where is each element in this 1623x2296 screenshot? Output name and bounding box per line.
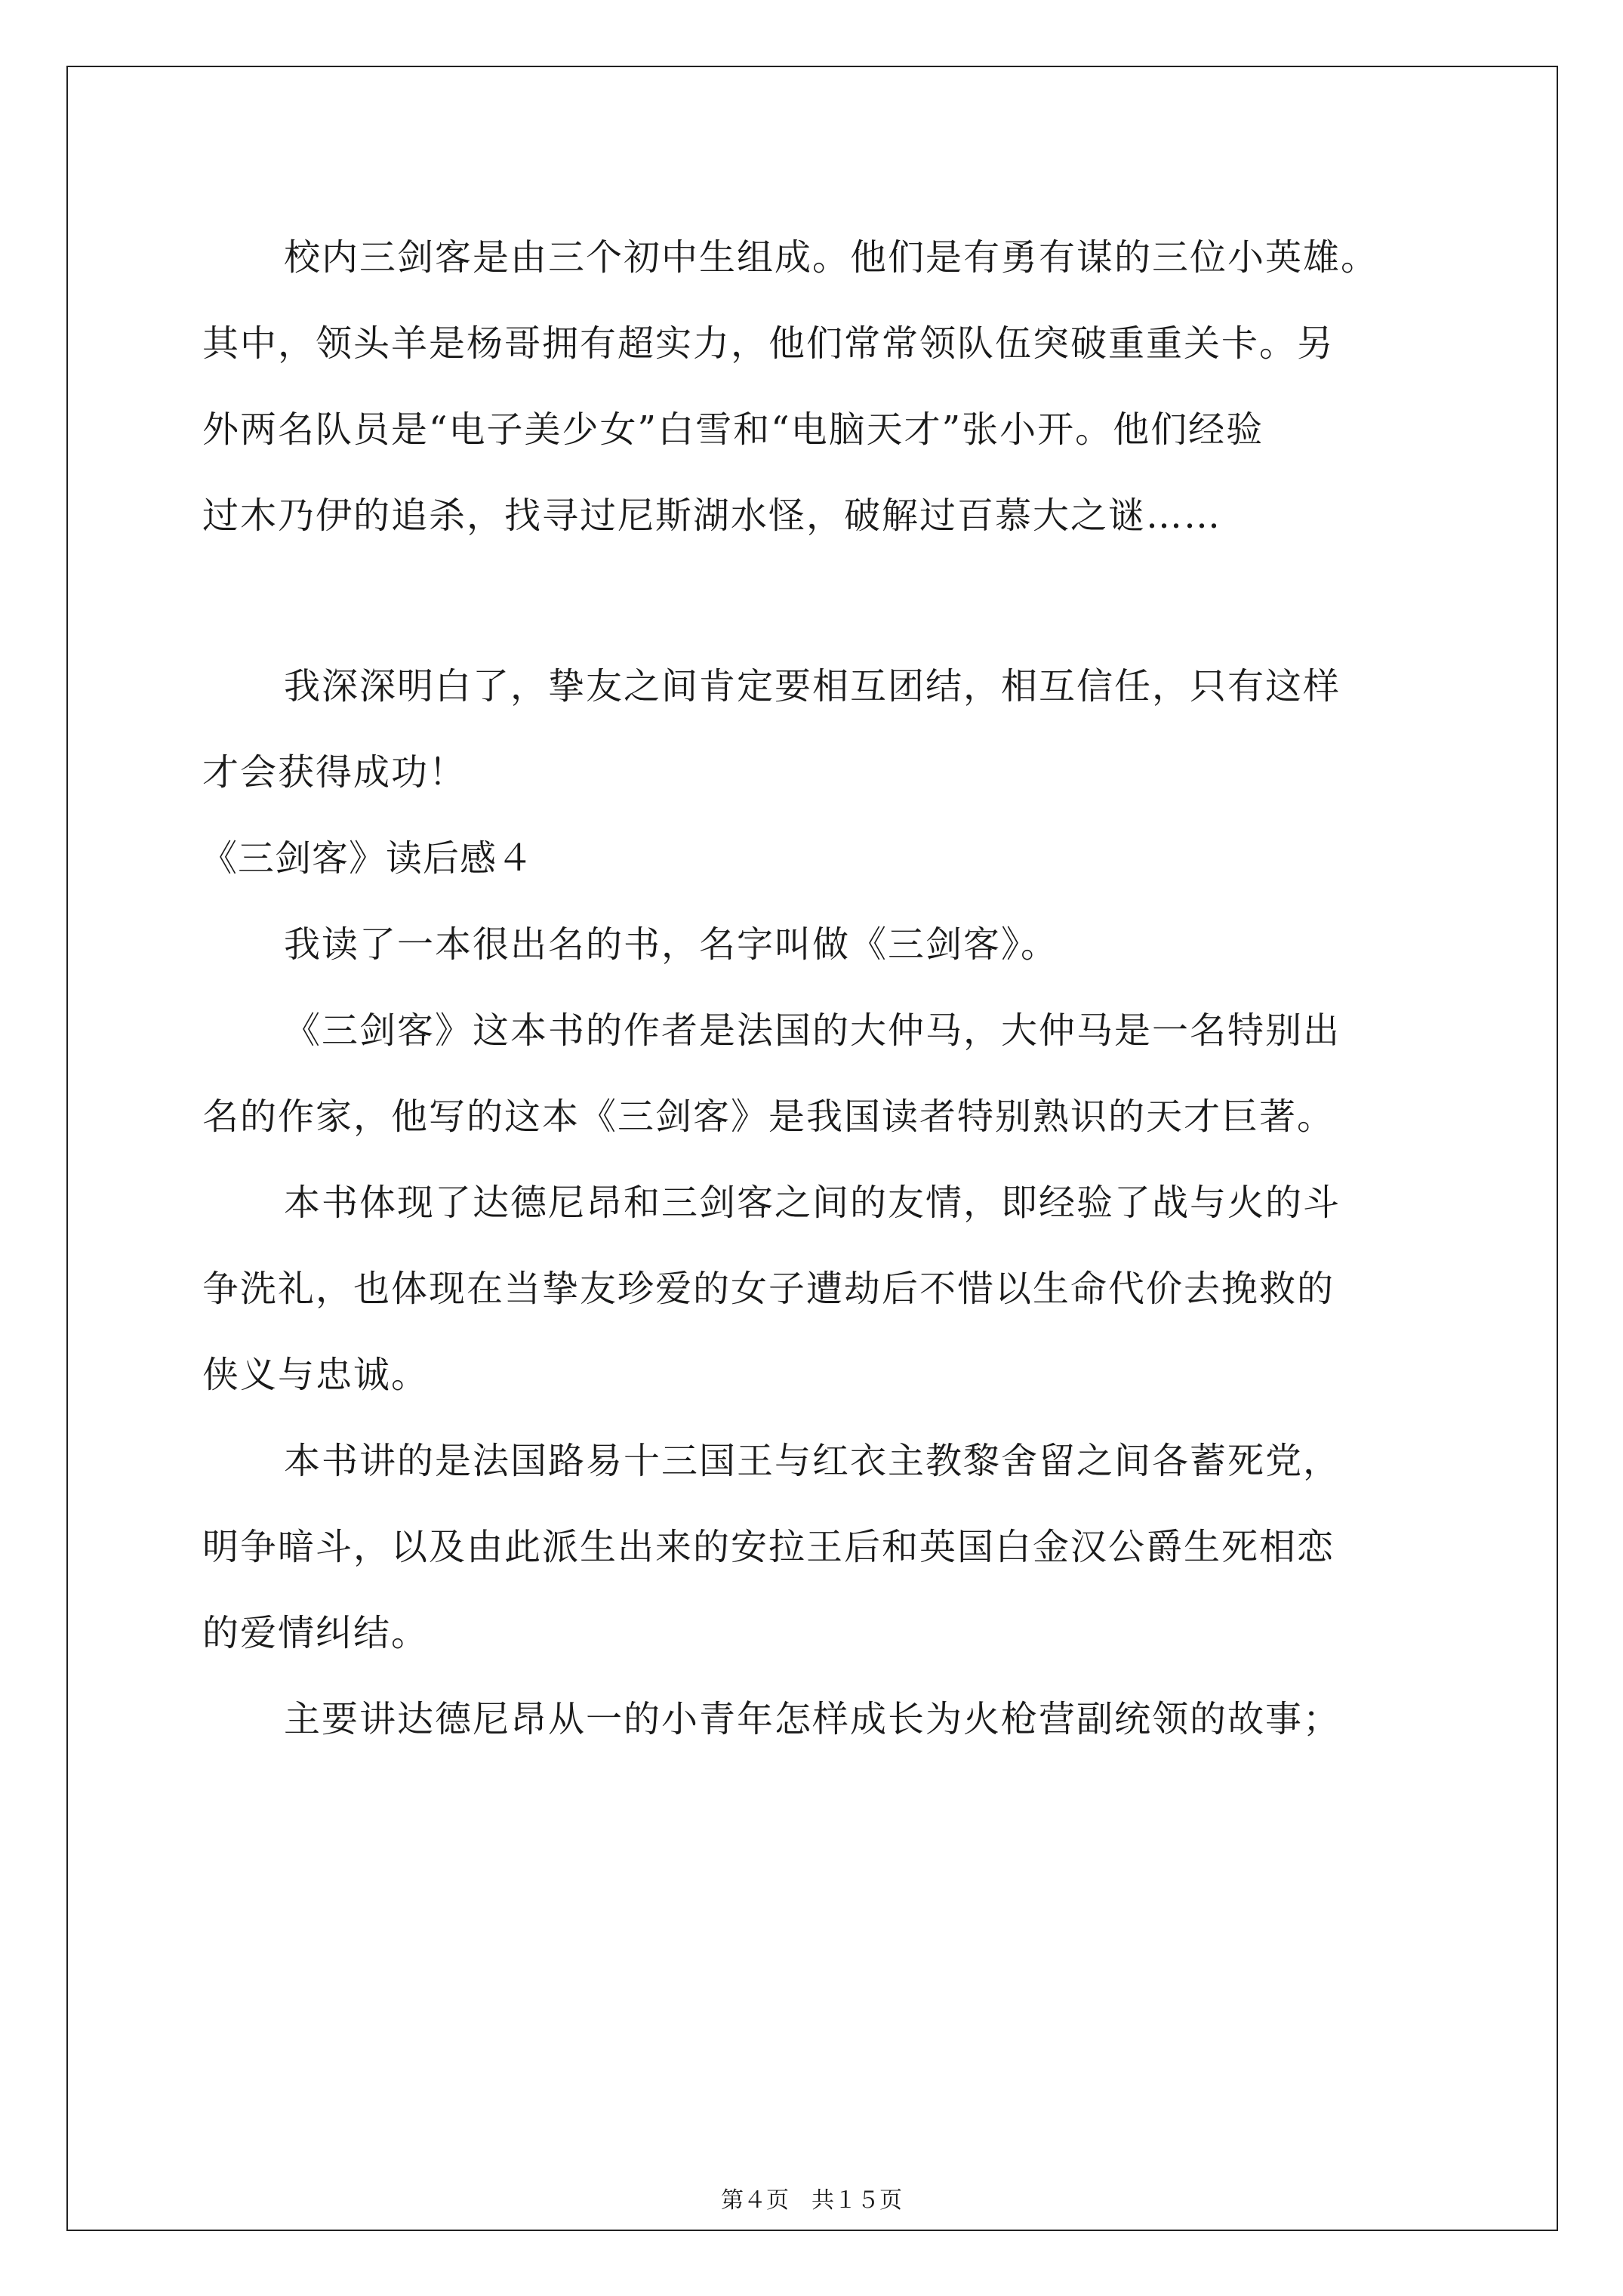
paragraph-line: 外两名队员是“电子美少女”白雪和“电脑天才”张小开。他们经验 [202,408,1264,451]
paragraph-line: 本书讲的是法国路易十三国王与红衣主教黎舍留之间各蓄死党， [284,1440,1341,1482]
paragraph-line: 我深深明白了，挚友之间肯定要相互团结，相互信任，只有这样 [284,665,1341,707]
paragraph-line: 争洗礼，也体现在当挚友珍爱的女子遭劫后不惜以生命代价去挽救的 [202,1268,1335,1310]
paragraph-line: 校内三剑客是由三个初中生组成。他们是有勇有谋的三位小英雄。 [284,236,1379,279]
section-heading: 《三剑客》读后感４ [201,837,534,880]
page-border [66,66,1558,2231]
paragraph-line: 才会获得成功！ [202,751,467,794]
paragraph-line: 《三剑客》这本书的作者是法国的大仲马，大仲马是一名特别出 [284,1009,1341,1052]
paragraph-line: 过木乃伊的追杀，找寻过尼斯湖水怪，破解过百慕大之谜…… [202,495,1222,537]
page-number-footer: 第４页 共１５页 [721,2187,902,2214]
paragraph-line: 名的作家，他写的这本《三剑客》是我国读者特别熟识的天才巨著。 [202,1096,1335,1138]
paragraph-line: 我读了一本很出名的书，名字叫做《三剑客》。 [284,923,1059,966]
paragraph-line: 侠义与忠诚。 [202,1354,430,1396]
paragraph-line: 的爱情纠结。 [202,1612,430,1654]
paragraph-line: 明争暗斗，以及由此派生出来的安拉王后和英国白金汉公爵生死相恋 [202,1526,1335,1568]
paragraph-line: 本书体现了达德尼昂和三剑客之间的友情，即经验了战与火的斗 [284,1182,1341,1224]
paragraph-line: 其中，领头羊是杨哥拥有超实力，他们常常领队伍突破重重关卡。另 [202,322,1335,365]
paragraph-line: 主要讲达德尼昂从一的小青年怎样成长为火枪营副统领的故事； [284,1698,1341,1740]
